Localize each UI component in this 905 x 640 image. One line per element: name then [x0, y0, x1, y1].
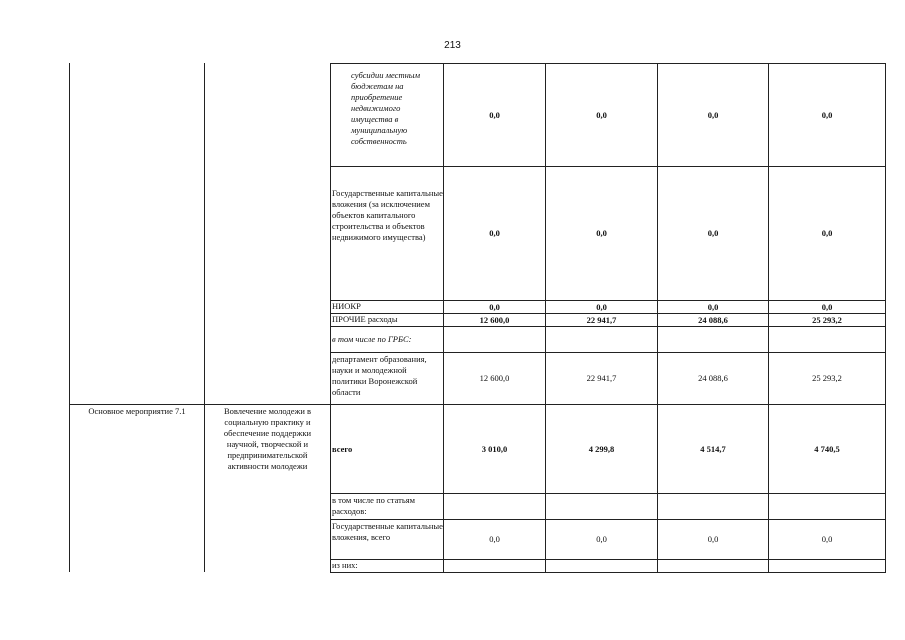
row-value: 0,0 [707, 534, 719, 544]
measure-status: Основное мероприятие 7.1 [88, 406, 186, 416]
row-value: 4 299,8 [588, 443, 615, 454]
row-value: 0,0 [489, 228, 500, 238]
row-value: 0,0 [596, 228, 607, 238]
row-value: 22 941,7 [586, 314, 617, 325]
col-divider [885, 63, 886, 572]
row-label: Государственные капитальные вложения, всего [332, 521, 443, 542]
row-label: субсидии местным бюджетам на приобретение недвижимого имущества в муниципальную собственность [351, 70, 420, 146]
row-value: 0,0 [489, 534, 500, 544]
row-value: 24 088,6 [698, 373, 728, 383]
row-value: 22 941,7 [586, 373, 617, 383]
row-value: 12 600,0 [479, 314, 510, 325]
row-value: 25 293,2 [812, 373, 842, 383]
row-label: в том числе по статьям расходов: [332, 495, 416, 516]
row-value: 0,0 [707, 109, 719, 120]
row-value: 0,0 [596, 109, 607, 120]
row-value: 3 010,0 [481, 443, 508, 454]
row-label: Государственные капитальные вложения (за исключением объектов капитального строительства и объектов недвижимого имущества) [332, 188, 443, 242]
row-label: ПРОЧИЕ расходы [332, 314, 398, 324]
row-value: 25 293,2 [812, 314, 842, 325]
row-value: 0,0 [596, 301, 607, 312]
row-label: всего [332, 444, 353, 454]
measure-name: Вовлечение молодежи в социальную практику и обеспечение поддержки научной, творческой и предпринимательской активности молодежи [223, 406, 312, 471]
row-value: 0,0 [821, 301, 833, 312]
row-value: 0,0 [821, 534, 833, 544]
row-value: 0,0 [707, 301, 719, 312]
row-value: 0,0 [821, 228, 833, 238]
row-label: НИОКР [332, 301, 361, 311]
row-value: 0,0 [707, 228, 719, 238]
row-label: из них: [332, 560, 358, 570]
row-value: 24 088,6 [698, 314, 728, 325]
col-divider [69, 63, 70, 572]
row-divider [330, 326, 886, 327]
row-value: 0,0 [821, 109, 833, 120]
row-label: департамент образования, науки и молодежной политики Воронежской области [332, 354, 427, 397]
row-value: 0,0 [489, 301, 500, 312]
row-value: 0,0 [596, 534, 607, 544]
page-number: 213 [444, 40, 461, 51]
row-value: 4 740,5 [814, 443, 840, 454]
row-divider [330, 493, 886, 494]
row-value: 12 600,0 [479, 373, 510, 383]
row-label: в том числе по ГРБС: [332, 334, 412, 344]
row-value: 0,0 [489, 109, 500, 120]
row-value: 4 514,7 [700, 443, 726, 454]
col-divider [204, 63, 205, 572]
row-divider [330, 572, 886, 573]
